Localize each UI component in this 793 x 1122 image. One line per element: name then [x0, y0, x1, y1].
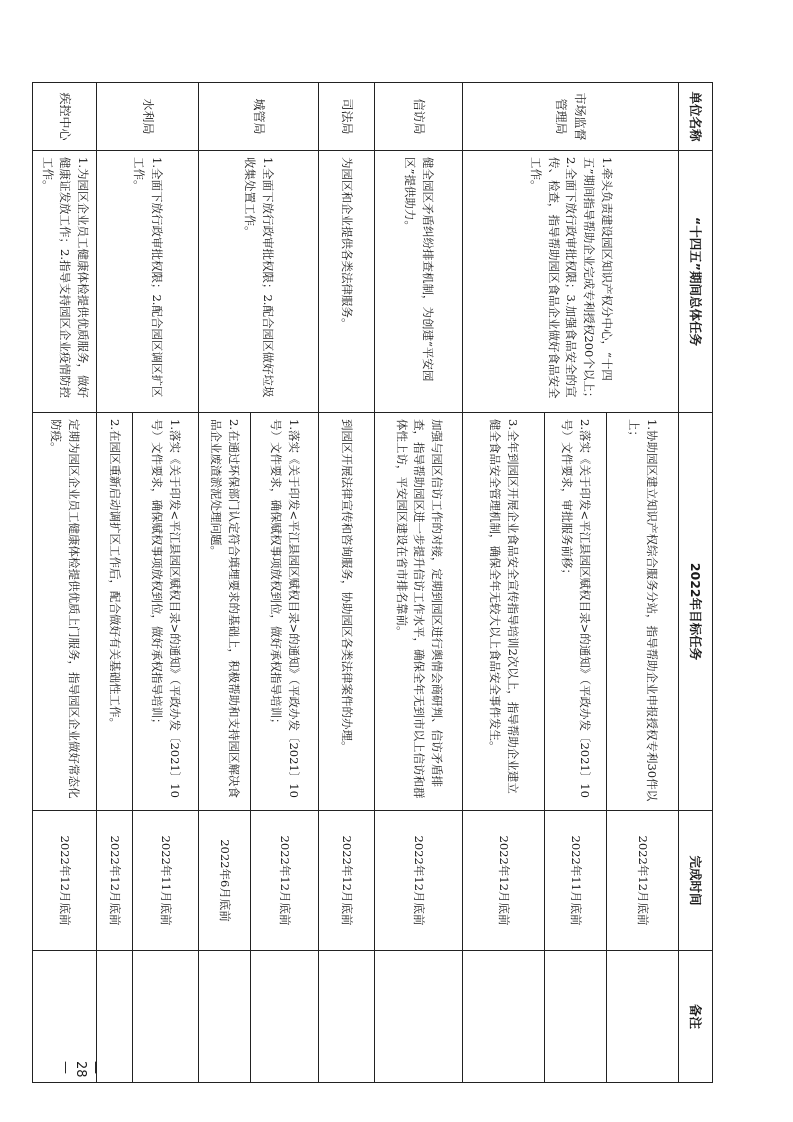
target-task: 加强与园区信访工作的对接，定期到园区进行舆情会商研判、信访矛盾排查，指导帮助园区进一步提升信访工作水平，确保全年无到市以上信访和群体性上访，平安园区建设在省市排名靠前。 — [375, 413, 463, 811]
period-task: 1.全面下放行政审批权限；2.配合园区做好垃圾收集处置工作。 — [199, 151, 319, 413]
header-remarks: 备注 — [679, 951, 713, 1083]
remarks — [251, 951, 319, 1083]
completion-time: 2022年12月底前 — [33, 811, 97, 951]
target-task: 2.在园区重新启动调扩区工作后，配合做好有关基础性工作。 — [97, 413, 133, 811]
table-row — [375, 83, 463, 1083]
period-task: 为园区和企业提供各类法律服务。 — [319, 151, 375, 413]
target-task: 1.落实《关于印发<平江县园区赋权目录>的通知》（平政办发〔2021〕10号）文件要求，确保赋权事项放权到位，做好承权指导培训； — [133, 413, 199, 811]
unit-name: 疾控中心 — [33, 83, 97, 151]
period-task: 1.为园区企业员工健康体检提供优质服务，做好健康证发放工作；2.指导支持园区企业疫情防控工作。 — [33, 151, 97, 413]
table-row — [133, 83, 199, 1083]
rotated-table-area — [33, 82, 713, 1082]
target-task: 1.协助园区建立知识产权综合服务分站，指导帮助企业申报授权专利30件以上； — [607, 413, 679, 811]
remarks — [33, 951, 97, 1083]
table-row — [251, 83, 319, 1083]
target-task: 1.落实《关于印发<平江县园区赋权目录>的通知》（平政办发〔2021〕10号）文件要求，确保赋权事项放权到位，做好承权指导培训； — [251, 413, 319, 811]
completion-time: 2022年12月底前 — [375, 811, 463, 951]
target-task: 定期为园区企业员工健康体检提供优质上门服务，指导园区企业做好常态化防疫。 — [33, 413, 97, 811]
header-target-task: 2022年目标任务 — [679, 413, 713, 811]
table-row — [607, 83, 679, 1083]
table-row — [319, 83, 375, 1083]
completion-time: 2022年12月底前 — [251, 811, 319, 951]
unit-name: 司法局 — [319, 83, 375, 151]
header-unit: 单位名称 — [679, 83, 713, 151]
remarks — [133, 951, 199, 1083]
target-task: 2.在通过环保部门认定符合填埋要求的基础上，积极帮助和支持园区解决食品企业废渣淤泥处理问题。 — [199, 413, 251, 811]
header-completion-time: 完成时间 — [679, 811, 713, 951]
target-task: 3.全年到园区开展企业食品安全宣传指导培训2次以上，指导帮助企业建立健全食品安全管理机制，确保全年无较大以上食品安全事件发生。 — [463, 413, 545, 811]
unit-name: 市场监督管理局 — [463, 83, 679, 151]
remarks — [97, 951, 133, 1083]
unit-name: 信访局 — [375, 83, 463, 151]
remarks — [545, 951, 607, 1083]
remarks — [319, 951, 375, 1083]
remarks — [375, 951, 463, 1083]
remarks — [199, 951, 251, 1083]
completion-time: 2022年11月底前 — [133, 811, 199, 951]
period-task: 健全园区矛盾纠纷排查机制，为创建“平安园区”提供助力。 — [375, 151, 463, 413]
remarks — [607, 951, 679, 1083]
completion-time: 2022年12月底前 — [319, 811, 375, 951]
completion-time: 2022年12月底前 — [607, 811, 679, 951]
period-task: 1.牵头负责建设园区知识产权分中心，“十四五”期间指导帮助企业完成专利授权200个以上；2.全面下放行政审批权限；3.加强食品安全的宣传、检查，指导帮助园区食品企业做好食品安全工作。 — [463, 151, 679, 413]
unit-name: 城管局 — [199, 83, 319, 151]
page-number: — 28 — — [58, 1061, 104, 1078]
period-task: 1.全面下放行政审批权限；2.配合园区调区扩区工作。 — [97, 151, 199, 413]
completion-time: 2022年12月底前 — [97, 811, 133, 951]
completion-time: 2022年6月底前 — [199, 811, 251, 951]
table-header-row — [679, 83, 713, 1083]
completion-time: 2022年11月底前 — [545, 811, 607, 951]
table-row — [33, 83, 97, 1083]
target-task: 到园区开展法律宣传和咨询服务，协助园区各类法律案件的办理。 — [319, 413, 375, 811]
header-period-task: “十四五”期间总体任务 — [679, 151, 713, 413]
completion-time: 2022年12月底前 — [463, 811, 545, 951]
remarks — [463, 951, 545, 1083]
task-table — [32, 82, 713, 1083]
unit-name: 水利局 — [97, 83, 199, 151]
target-task: 2.落实《关于印发<平江县园区赋权目录>的通知》（平政办发〔2021〕10号）文件要求，审批服务前移； — [545, 413, 607, 811]
